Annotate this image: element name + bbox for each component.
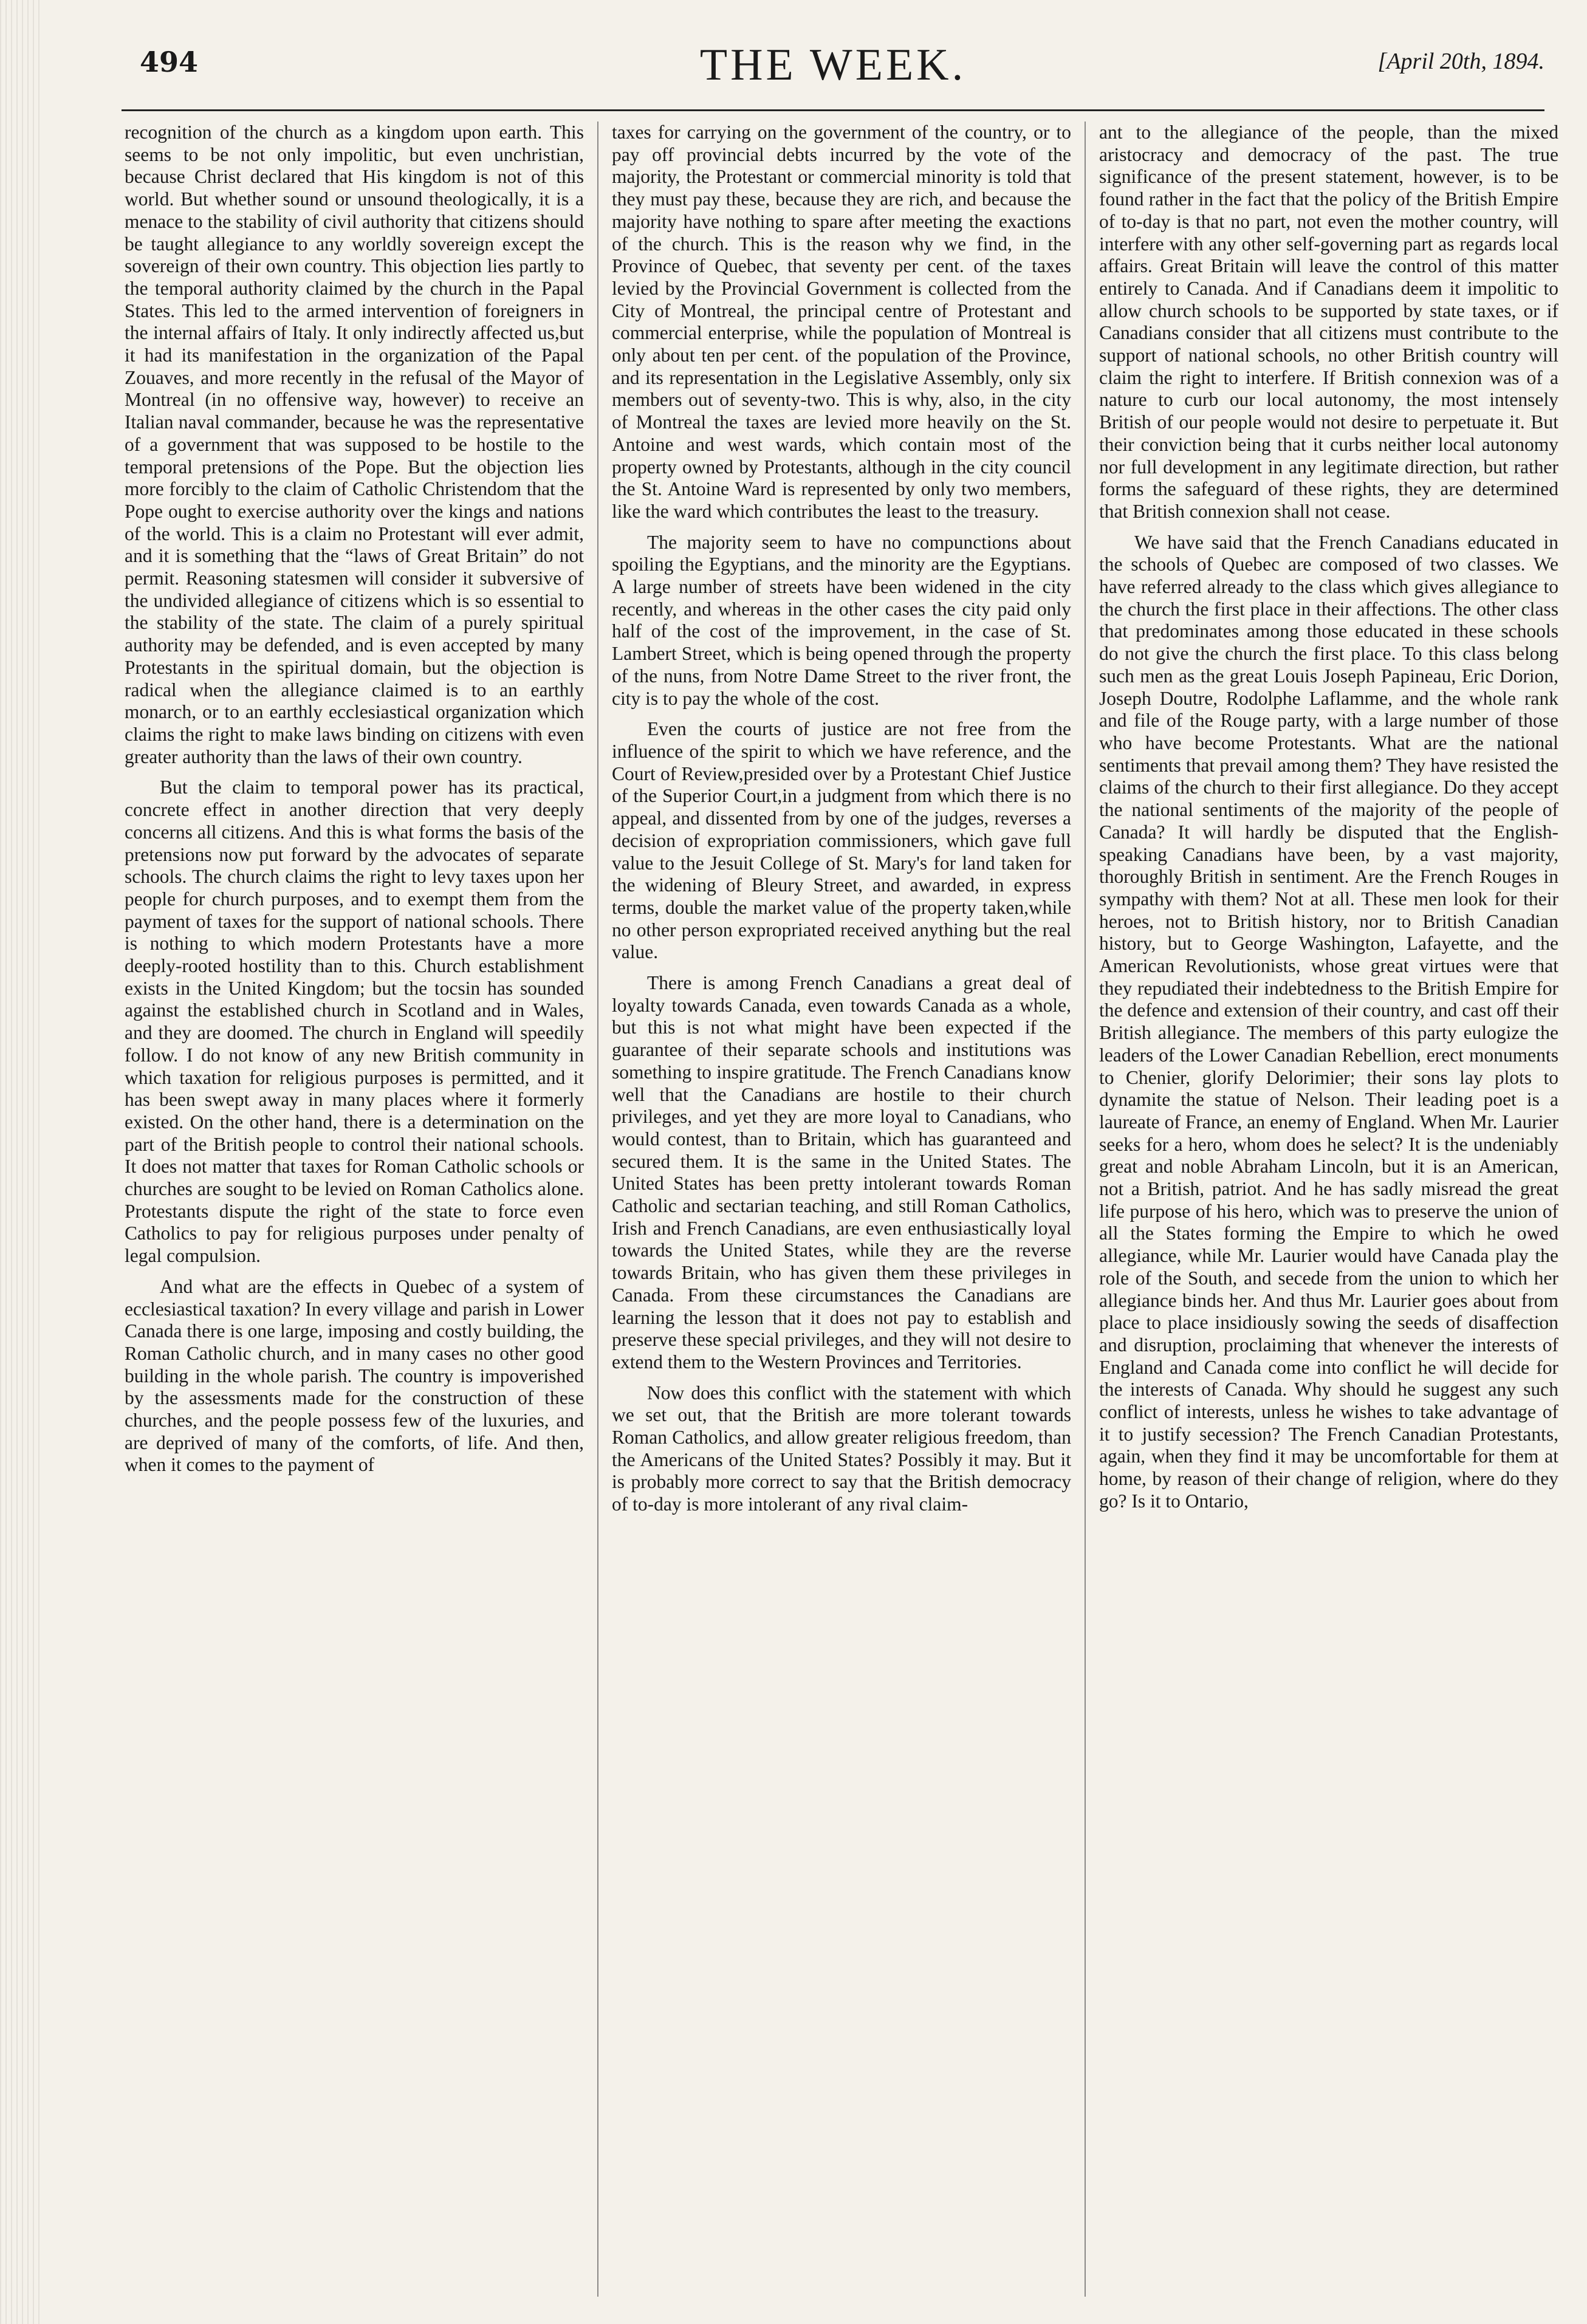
binding-edge	[0, 0, 43, 2324]
paragraph: There is among French Canadians a great deal of loyalty towards Canada, even towards Canada as a whole, but this is not what might have been expected if the guarantee of their separate schools and institutions was something to inspire gratitude. The French Canadians know well that the Canadians are hostile to their church privileges, and yet they are more loyal to Canadians, who would contest, than to Britain, which has guaranteed and secured them. It is the same in the United States. The United States has been pretty intolerant towards Roman Catholic and sectarian teaching, and still Roman Catholics, Irish and French Canadians, are even enthusiastically loyal towards the United States, while they are the reverse towards Britain, who has given them these privileges in Canada. From these circumstances the Canadians are learning the lesson that it does not pay to establish and preserve these special privileges, and they will not desire to extend them to the Western Provinces and Territories.	[612, 972, 1071, 1373]
article-columns	[125, 122, 1558, 2297]
column-3	[1099, 122, 1558, 2297]
paragraph: But the claim to temporal power has its practical, concrete effect in another direction that very deeply concerns all citizens. And this is what forms the basis of the pretensions now put forward by the advocates of separate schools. The church claims the right to levy taxes upon her people for church purposes, and to exempt them from the payment of taxes for the support of national schools. There is nothing to which modern Protestants have a more deeply-rooted hostility than to this. Church establishment exists in the United Kingdom; but the tocsin has sounded against the established church in Scotland and in Wales, and they are doomed. The church in England will speedily follow. I do not know of any new British community in which taxation for religious purposes is permitted, and it has been swept away in many places where it formerly existed. On the other hand, there is a determination on the part of the British people to control their national schools. It does not matter that taxes for Roman Catholic schools or churches are sought to be levied on Roman Catholics alone. Protestants dispute the right of the state to force even Catholics to pay for religious purposes under penalty of legal compulsion.	[125, 776, 584, 1267]
paragraph: ant to the allegiance of the people, than the mixed aristocracy and democracy of the past. The true significance of the present statement, however, is to be found rather in the fact that the policy of the British Empire of to-day is that no part, not even the mother country, will interfere with any other self-governing part as regards local affairs. Great Britain will leave the control of this matter entirely to Canada. And if Canadians deem it impolitic to allow church schools to be supported by state taxes, or if Canadians consider that all citizens must contribute to the support of national schools, no other British country will claim the right to interfere. If British connexion was of a nature to curb our local autonomy, the most intensely British of our people would not desire to perpetuate it. But their conviction being that it curbs neither local autonomy nor full development in any legitimate direction, but rather forms the safeguard of these rights, they are determined that British connexion shall not cease.	[1099, 122, 1558, 522]
column-divider	[597, 122, 598, 2297]
column-divider	[1085, 122, 1086, 2297]
paragraph: We have said that the French Canadians educated in the schools of Quebec are composed of two classes. We have referred already to the class which gives allegiance to the church the first place in their affections. The other class that predominates among those educated in these schools do not give the church the first place. To this class belong such men as the great Louis Joseph Papineau, Eric Dorion, Joseph Doutre, Rodolphe Laflamme, and the whole rank and file of the Rouge party, with a large number of those who have become Protestants. What are the national sentiments that prevail among them? They have resisted the claims of the church to their first allegiance. Do they accept the national sentiments of the majority of the people of Canada? It will hardly be disputed that the English-speaking Canadians have been, by a vast majority, thoroughly British in sentiment. Are the French Rouges in sympathy with them? Not at all. These men look for their heroes, not to British history, nor to British Canadian history, but to George Washington, Lafayette, and the American Revolutionists, whose great virtues were that they repudiated their indebtedness to the British Empire for the defence and extension of their country, and cast off their British allegiance. The members of this party eulogize the leaders of the Lower Canadian Rebellion, erect monuments to Chenier, glorify Delorimier; their sons lay plots to dynamite the statue of Nelson. Their leading poet is a laureate of France, an enemy of England. When Mr. Laurier seeks for a hero, whom does he select? It is the undeniably great and noble Abraham Lincoln, but it is an American, not a British, patriot. And he has sadly misread the great life purpose of his hero, which was to preserve the union of all the States forming the Empire to which he owed allegiance, while Mr. Laurier would have Canada play the role of the South, and secede from the union to which her allegiance binds her. And thus Mr. Laurier goes about from place to place insidiously sowing the seeds of disaffection and disruption, proclaiming that whenever the interests of England and Canada come into conflict he will decide for the interests of Canada. Why should he suggest any such conflict of interests, unless he wishes to take advantage of it to justify secession? The French Canadian Protestants, again, when they find it may be uncomfortable for them at home, by reason of their change of religion, where do they go? Is it to Ontario,	[1099, 531, 1558, 1512]
page-number: 494	[140, 46, 199, 78]
paragraph: The majority seem to have no compunctions about spoiling the Egyptians, and the minority are the Egyptians. A large number of streets have been widened in the city recently, and whereas in the other cases the city paid only half of the cost of the improvement, in the case of St. Lambert Street, which is being opened through the property of the nuns, from Notre Dame Street to the river front, the city is to pay the whole of the cost.	[612, 531, 1071, 709]
issue-date: [April 20th, 1894.	[1377, 49, 1544, 74]
column-1	[125, 122, 584, 2297]
column-2	[612, 122, 1071, 2297]
journal-title: THE WEEK.	[699, 40, 967, 90]
paragraph: And what are the effects in Quebec of a system of ecclesiastical taxation? In every village and parish in Lower Canada there is one large, imposing and costly building, the Roman Catholic church, and in many cases no other good building in the whole parish. The country is impoverished by the assessments made for the construction of these churches, and the people possess few of the luxuries, and are deprived of many of the comforts, of life. And then, when it comes to the payment of	[125, 1275, 584, 1476]
page-header	[122, 39, 1544, 106]
paragraph: recognition of the church as a kingdom upon earth. This seems to be not only impolitic, but even unchristian, because Christ declared that His kingdom is not of this world. But whether sound or unsound theologically, it is a menace to the stability of civil authority that citizens should be taught allegiance to any worldly sovereign except the sovereign of their own country. This objection lies partly to the temporal authority claimed by the church in the Papal States. This led to the armed intervention of foreigners in the internal affairs of Italy. It only indirectly affected us,but it had its manifestation in the organization of the Papal Zouaves, and more recently in the refusal of the Mayor of Montreal (in no offensive way, however) to receive an Italian naval commander, because he was the representative of a government that was supposed to be hostile to the temporal pretensions of the Pope. But the objection lies more forcibly to the claim of Catholic Christendom that the Pope ought to exercise authority over the kings and nations of the world. This is a claim no Protestant will ever admit, and it is something that the “laws of Great Britain” do not permit. Reasoning statesmen will consider it subversive of the undivided allegiance of citizens which is so essential to the stability of the state. The claim of a purely spiritual authority may be defended, and is even accepted by many Protestants in the spiritual domain, but the objection is radical when the allegiance claimed is to an earthly monarch, or to an earthly ecclesiastical organization which claims the right to make laws binding on citizens with even greater authority than the laws of their own country.	[125, 122, 584, 767]
header-rule	[122, 109, 1544, 111]
paragraph: Even the courts of justice are not free from the influence of the spirit to which we have reference, and the Court of Review,presided over by a Protestant Chief Justice of the Superior Court,in a judgment from which there is no appeal, and dissented from by one of the judges, reverses a decision of expropriation commissioners, which gave full value to the Jesuit College of St. Mary's for land taken for the widening of Bleury Street, and awarded, in express terms, double the market value of the property taken,while no other person expropriated received anything but the real value.	[612, 718, 1071, 963]
paragraph: taxes for carrying on the government of the country, or to pay off provincial debts incurred by the vote of the majority, the Protestant or commercial minority is told that they must pay these, because they are rich, and because the majority have nothing to spare after meeting the exactions of the church. This is the reason why we find, in the Province of Quebec, that seventy per cent. of the taxes levied by the Provincial Government is collected from the City of Montreal, the principal centre of Protestant and commercial enterprise, while the population of Montreal is only about ten per cent. of the population of the Province, and its representation in the Legislative Assembly, only six members out of seventy-two. This is why, also, in the city of Montreal the taxes are levied more heavily on the St. Antoine and west wards, which contain most of the property owned by Protestants, although in the city council the St. Antoine Ward is represented by only two members, like the ward which contributes the least to the treasury.	[612, 122, 1071, 522]
paragraph: Now does this conflict with the statement with which we set out, that the British are more tolerant towards Roman Catholics, and allow greater religious freedom, than the Americans of the United States? Possibly it may. But it is probably more correct to say that the British democracy of to-day is more intolerant of any rival claim-	[612, 1382, 1071, 1515]
